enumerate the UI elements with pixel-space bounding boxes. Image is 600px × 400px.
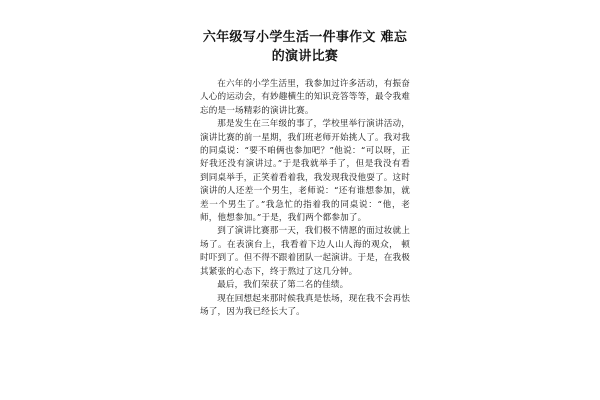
title-line-1: 六年级写小学生活一件事作文 难忘 — [202, 30, 408, 45]
paragraph-3: 到了演讲比赛那一天，我们极不情愿的面过妆就上场了。在表演台上，我看着下边人山人海的观众， 顿时吓到了。但不得不跟着团队一起演讲。于是，在我极其紧张的心态下，终于熬过了这几分钟。 — [200, 226, 410, 277]
paragraph-1: 在六年的小学生活里，我参加过许多活动，有振奋人心的运动会，有妙趣横生的知识竞答等等，最令我难忘的是一场精彩的演讲比赛。 — [200, 79, 410, 116]
page-title — [200, 28, 410, 66]
paragraph-4: 最后，我们荣获了第二名的佳绩。 — [217, 280, 349, 291]
paragraph-2: 那是发生在三年级的事了，学校里举行演讲活动，演讲比赛的前一星期，我们班老师开始挑人了。我对我的同桌说：“要不咱俩也参加吧？”他说：“可以呀，正好我还没有演讲过。”于是我就举手了，但是我没有看到同桌举手，正笑着看着我，我发现我没他耍了。这时演讲的人还差一个男生，老师说：“还有谁想参加，就差一个男生了。”我急忙的指着我的同桌说：“他，老师，他想参加。”于是，我们两个都参加了。 — [200, 119, 410, 224]
paragraph-5: 现在回想起来那时候我真是怯场，现在我不会再怯场了，因为我已经长大了。 — [200, 293, 410, 317]
document-page — [200, 28, 410, 319]
title-line-2: 的演讲比赛 — [271, 49, 339, 64]
